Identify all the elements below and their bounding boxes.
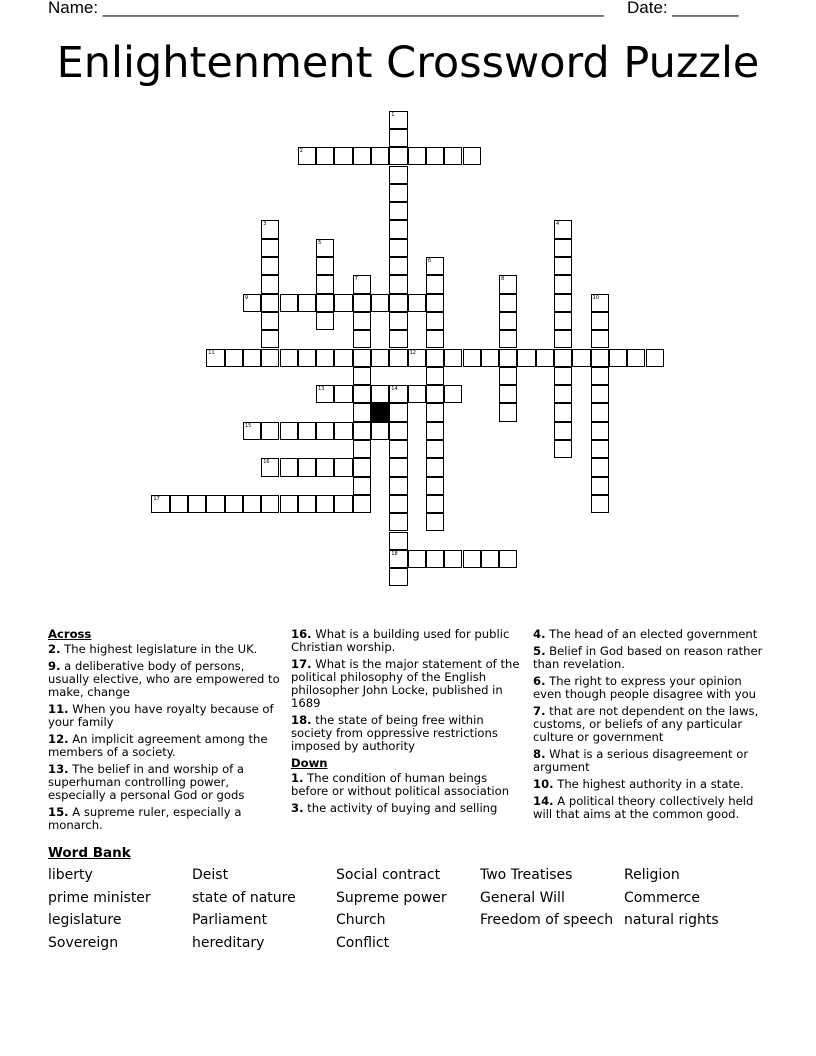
crossword-cell[interactable] bbox=[353, 495, 371, 513]
crossword-cell[interactable] bbox=[591, 330, 609, 348]
crossword-cell[interactable] bbox=[499, 349, 517, 367]
crossword-cell[interactable] bbox=[170, 495, 188, 513]
crossword-cell[interactable] bbox=[389, 403, 407, 421]
crossword-cell[interactable] bbox=[261, 275, 279, 293]
word-bank-item: Social contract bbox=[336, 867, 441, 883]
crossword-cell[interactable] bbox=[463, 550, 481, 568]
crossword-cell[interactable] bbox=[444, 147, 462, 165]
crossword-cell[interactable] bbox=[353, 147, 371, 165]
word-bank-item: Supreme power bbox=[336, 890, 447, 906]
crossword-cell[interactable] bbox=[334, 495, 352, 513]
crossword-cell[interactable] bbox=[261, 422, 279, 440]
crossword-cell[interactable] bbox=[591, 458, 609, 476]
crossword-cell[interactable] bbox=[334, 147, 352, 165]
crossword-cell[interactable] bbox=[188, 495, 206, 513]
crossword-cell[interactable] bbox=[353, 367, 371, 385]
clue-number: 9 bbox=[244, 294, 249, 301]
crossword-cell[interactable] bbox=[389, 349, 407, 367]
crossword-cell[interactable] bbox=[389, 294, 407, 312]
crossword-cell[interactable] bbox=[591, 422, 609, 440]
crossword-cell[interactable] bbox=[499, 294, 517, 312]
clue-number: 4 bbox=[556, 221, 560, 228]
clue-down-6: 6. The right to express your opinion even though people disagree with you bbox=[533, 674, 757, 701]
clue-number: 2 bbox=[299, 148, 303, 155]
crossword-block-cell bbox=[371, 403, 389, 421]
word-bank-item: liberty bbox=[48, 867, 93, 883]
crossword-cell[interactable] bbox=[389, 330, 407, 348]
crossword-cell[interactable] bbox=[554, 440, 572, 458]
crossword-cell[interactable] bbox=[463, 147, 481, 165]
clue-across-16: 16. What is a building used for public Christian worship. bbox=[291, 627, 510, 654]
crossword-cell[interactable] bbox=[389, 257, 407, 275]
crossword-cell[interactable] bbox=[298, 294, 316, 312]
crossword-cell[interactable] bbox=[206, 349, 224, 367]
clue-down-8: 8. What is a serious disagreement or argument bbox=[533, 747, 749, 774]
clue-number: 3 bbox=[263, 221, 267, 228]
word-bank-item: Religion bbox=[624, 867, 680, 883]
crossword-cell[interactable] bbox=[353, 385, 371, 403]
crossword-cell[interactable] bbox=[261, 495, 279, 513]
crossword-cell[interactable] bbox=[554, 294, 572, 312]
clue-across-18: 18. the state of being free within society from oppressive restrictions imposed by authority bbox=[291, 713, 498, 753]
crossword-cell[interactable] bbox=[316, 239, 334, 257]
crossword-cell[interactable] bbox=[426, 513, 444, 531]
crossword-cell[interactable] bbox=[426, 403, 444, 421]
crossword-cell[interactable] bbox=[591, 385, 609, 403]
crossword-cell[interactable] bbox=[426, 458, 444, 476]
name-field[interactable]: Name: _____________________________________________________ bbox=[48, 0, 604, 17]
crossword-cell[interactable] bbox=[426, 385, 444, 403]
clue-down-10: 10. The highest authority in a state. bbox=[533, 777, 744, 791]
crossword-cell[interactable] bbox=[371, 147, 389, 165]
crossword-cell[interactable] bbox=[554, 403, 572, 421]
clue-number: 14 bbox=[391, 386, 398, 393]
word-bank-item: natural rights bbox=[624, 912, 719, 928]
crossword-cell[interactable] bbox=[389, 275, 407, 293]
clue-column-3 bbox=[533, 628, 765, 825]
crossword-cell[interactable] bbox=[389, 239, 407, 257]
crossword-cell[interactable] bbox=[554, 220, 572, 238]
crossword-cell[interactable] bbox=[517, 349, 535, 367]
crossword-cell[interactable] bbox=[243, 422, 261, 440]
crossword-cell[interactable] bbox=[554, 330, 572, 348]
clue-number: 6 bbox=[427, 258, 432, 264]
crossword-cell[interactable] bbox=[426, 349, 444, 367]
crossword-cell[interactable] bbox=[243, 294, 261, 312]
clue-across-17: 17. What is the major statement of the political philosophy of the English philosopher John Locke, published in 1689 bbox=[291, 657, 520, 710]
crossword-cell[interactable] bbox=[353, 422, 371, 440]
clue-down-1: 1. The condition of human beings before or without political association bbox=[291, 771, 510, 798]
date-field[interactable]: Date: _______ bbox=[627, 0, 739, 17]
across-heading: Across bbox=[48, 627, 92, 641]
crossword-cell[interactable] bbox=[298, 147, 316, 165]
crossword-cell[interactable] bbox=[389, 568, 407, 586]
crossword-cell[interactable] bbox=[554, 257, 572, 275]
crossword-cell[interactable] bbox=[243, 495, 261, 513]
word-bank-item: Church bbox=[336, 912, 386, 928]
crossword-cell[interactable] bbox=[280, 294, 298, 312]
crossword-cell[interactable] bbox=[280, 349, 298, 367]
crossword-cell[interactable] bbox=[481, 550, 499, 568]
crossword-cell[interactable] bbox=[151, 495, 169, 513]
crossword-cell[interactable] bbox=[261, 239, 279, 257]
crossword-cell[interactable] bbox=[353, 312, 371, 330]
crossword-cell[interactable] bbox=[499, 275, 517, 293]
crossword-cell[interactable] bbox=[261, 458, 279, 476]
crossword-cell[interactable] bbox=[554, 312, 572, 330]
crossword-cell[interactable] bbox=[444, 385, 462, 403]
clue-number: 7 bbox=[354, 276, 358, 283]
clue-down-7: 7. that are not dependent on the laws, customs, or beliefs of any particular culture or government bbox=[533, 704, 759, 744]
down-heading: Down bbox=[291, 756, 328, 770]
crossword-cell[interactable] bbox=[646, 349, 664, 367]
crossword-cell[interactable] bbox=[591, 440, 609, 458]
crossword-cell[interactable] bbox=[353, 275, 371, 293]
crossword-cell[interactable] bbox=[261, 330, 279, 348]
clue-across-2: 2. The highest legislature in the UK. bbox=[48, 642, 258, 656]
crossword-cell[interactable] bbox=[225, 349, 243, 367]
crossword-cell[interactable] bbox=[334, 294, 352, 312]
crossword-cell[interactable] bbox=[353, 294, 371, 312]
crossword-cell[interactable] bbox=[499, 367, 517, 385]
clue-down-4: 4. The head of an elected government bbox=[533, 627, 758, 641]
crossword-cell[interactable] bbox=[426, 367, 444, 385]
crossword-cell[interactable] bbox=[334, 349, 352, 367]
word-bank-item: Deist bbox=[192, 867, 229, 883]
word-bank-item: prime minister bbox=[48, 890, 151, 906]
crossword-cell[interactable] bbox=[426, 147, 444, 165]
crossword-cell[interactable] bbox=[426, 257, 444, 275]
crossword-cell[interactable] bbox=[444, 349, 462, 367]
crossword-cell[interactable] bbox=[298, 349, 316, 367]
crossword-cell[interactable] bbox=[389, 166, 407, 184]
crossword-cell[interactable] bbox=[298, 495, 316, 513]
crossword-cell[interactable] bbox=[591, 477, 609, 495]
crossword-cell[interactable] bbox=[408, 349, 426, 367]
crossword-cell[interactable] bbox=[554, 239, 572, 257]
crossword-cell[interactable] bbox=[389, 532, 407, 550]
crossword-cell[interactable] bbox=[389, 440, 407, 458]
crossword-cell[interactable] bbox=[334, 422, 352, 440]
crossword-cell[interactable] bbox=[298, 458, 316, 476]
crossword-cell[interactable] bbox=[591, 294, 609, 312]
crossword-cell[interactable] bbox=[389, 513, 407, 531]
crossword-cell[interactable] bbox=[426, 294, 444, 312]
crossword-cell[interactable] bbox=[536, 349, 554, 367]
crossword-cell[interactable] bbox=[316, 349, 334, 367]
clue-number: 17 bbox=[153, 495, 160, 502]
clue-across-15: 15. A supreme ruler, especially a monarch. bbox=[48, 805, 242, 832]
crossword-cell[interactable] bbox=[389, 111, 407, 129]
crossword-cell[interactable] bbox=[261, 349, 279, 367]
crossword-cell[interactable] bbox=[316, 257, 334, 275]
clue-number: 11 bbox=[208, 349, 215, 356]
clue-across-9: 9. a deliberative body of persons, usually elective, who are empowered to make, change bbox=[48, 659, 280, 699]
crossword-cell[interactable] bbox=[389, 458, 407, 476]
crossword-cell[interactable] bbox=[389, 477, 407, 495]
clue-down-14: 14. A political theory collectively held will that aims at the common good. bbox=[533, 794, 754, 821]
clue-number: 15 bbox=[244, 422, 252, 429]
clue-column-1 bbox=[48, 628, 280, 836]
crossword-cell[interactable] bbox=[280, 422, 298, 440]
crossword-cell[interactable] bbox=[481, 349, 499, 367]
clue-column-2 bbox=[291, 628, 523, 819]
crossword-cell[interactable] bbox=[316, 312, 334, 330]
crossword-cell[interactable] bbox=[389, 495, 407, 513]
word-bank-item: Freedom of speech bbox=[480, 912, 614, 928]
crossword-cell[interactable] bbox=[426, 330, 444, 348]
crossword-cell[interactable] bbox=[353, 440, 371, 458]
clue-number: 13 bbox=[318, 386, 325, 393]
crossword-cell[interactable] bbox=[371, 422, 389, 440]
crossword-cell[interactable] bbox=[316, 385, 334, 403]
crossword-cell[interactable] bbox=[572, 349, 590, 367]
clue-number: 8 bbox=[501, 276, 505, 283]
crossword-cell[interactable] bbox=[316, 294, 334, 312]
crossword-cell[interactable] bbox=[243, 349, 261, 367]
crossword-cell[interactable] bbox=[609, 349, 627, 367]
word-bank-item: Commerce bbox=[624, 890, 700, 906]
crossword-cell[interactable] bbox=[389, 147, 407, 165]
crossword-cell[interactable] bbox=[280, 458, 298, 476]
crossword-cell[interactable] bbox=[426, 275, 444, 293]
word-bank-item: Two Treatises bbox=[480, 867, 573, 883]
clue-down-3: 3. the activity of buying and selling bbox=[291, 801, 498, 815]
crossword-cell[interactable] bbox=[554, 385, 572, 403]
crossword-cell[interactable] bbox=[554, 349, 572, 367]
crossword-cell[interactable] bbox=[591, 403, 609, 421]
clue-number: 1 bbox=[391, 111, 395, 118]
crossword-cell[interactable] bbox=[554, 367, 572, 385]
crossword-cell[interactable] bbox=[444, 550, 462, 568]
crossword-cell[interactable] bbox=[554, 422, 572, 440]
crossword-cell[interactable] bbox=[426, 477, 444, 495]
crossword-cell[interactable] bbox=[389, 422, 407, 440]
crossword-cell[interactable] bbox=[261, 294, 279, 312]
crossword-cell[interactable] bbox=[334, 458, 352, 476]
crossword-cell[interactable] bbox=[627, 349, 645, 367]
crossword-cell[interactable] bbox=[316, 458, 334, 476]
crossword-cell[interactable] bbox=[371, 385, 389, 403]
word-bank-heading: Word Bank bbox=[48, 845, 131, 861]
clue-number: 5 bbox=[318, 239, 322, 246]
crossword-cell[interactable] bbox=[408, 550, 426, 568]
crossword-cell[interactable] bbox=[206, 495, 224, 513]
crossword-cell[interactable] bbox=[426, 440, 444, 458]
crossword-cell[interactable] bbox=[408, 294, 426, 312]
crossword-cell[interactable] bbox=[334, 385, 352, 403]
word-bank-item: hereditary bbox=[192, 935, 265, 951]
crossword-cell[interactable] bbox=[499, 330, 517, 348]
crossword-cell[interactable] bbox=[280, 495, 298, 513]
crossword-cell[interactable] bbox=[316, 275, 334, 293]
crossword-cell[interactable] bbox=[389, 220, 407, 238]
clue-across-13: 13. The belief in and worship of a superhuman controlling power, especially a personal God or gods bbox=[48, 762, 245, 802]
crossword-cell[interactable] bbox=[426, 550, 444, 568]
clue-across-11: 11. When you have royalty because of your family bbox=[48, 702, 274, 729]
crossword-cell[interactable] bbox=[426, 422, 444, 440]
crossword-cell[interactable] bbox=[261, 312, 279, 330]
crossword-cell[interactable] bbox=[316, 422, 334, 440]
crossword-cell[interactable] bbox=[316, 495, 334, 513]
crossword-cell[interactable] bbox=[408, 385, 426, 403]
clue-down-5: 5. Belief in God based on reason rather than revelation. bbox=[533, 644, 763, 671]
crossword-cell[interactable] bbox=[408, 147, 426, 165]
crossword-cell[interactable] bbox=[371, 349, 389, 367]
word-bank-item: state of nature bbox=[192, 890, 296, 906]
crossword-cell[interactable] bbox=[225, 495, 243, 513]
crossword-cell[interactable] bbox=[298, 422, 316, 440]
word-bank-item: General Will bbox=[480, 890, 565, 906]
crossword-cell[interactable] bbox=[353, 330, 371, 348]
word-bank-item: Parliament bbox=[192, 912, 268, 928]
clue-number: 16 bbox=[263, 459, 270, 466]
crossword-cell[interactable] bbox=[499, 550, 517, 568]
crossword-cell[interactable] bbox=[353, 477, 371, 495]
clue-number: 18 bbox=[391, 550, 398, 557]
clue-across-12: 12. An implicit agreement among the members of a society. bbox=[48, 732, 268, 759]
crossword-cell[interactable] bbox=[389, 312, 407, 330]
page-title: Enlightenment Crossword Puzzle bbox=[56, 38, 760, 88]
crossword-cell[interactable] bbox=[353, 403, 371, 421]
crossword-cell[interactable] bbox=[426, 495, 444, 513]
crossword-cell[interactable] bbox=[554, 275, 572, 293]
crossword-cell[interactable] bbox=[371, 294, 389, 312]
crossword-cell[interactable] bbox=[591, 349, 609, 367]
crossword-cell[interactable] bbox=[261, 220, 279, 238]
crossword-cell[interactable] bbox=[353, 458, 371, 476]
word-bank-item: Sovereign bbox=[48, 935, 119, 951]
crossword-cell[interactable] bbox=[389, 385, 407, 403]
crossword-cell[interactable] bbox=[389, 129, 407, 147]
crossword-cell[interactable] bbox=[316, 147, 334, 165]
crossword-cell[interactable] bbox=[499, 312, 517, 330]
crossword-cell[interactable] bbox=[499, 385, 517, 403]
crossword-cell[interactable] bbox=[389, 184, 407, 202]
clue-number: 10 bbox=[592, 294, 599, 301]
crossword-cell[interactable] bbox=[591, 312, 609, 330]
crossword-cell[interactable] bbox=[426, 312, 444, 330]
word-bank-item: Conflict bbox=[336, 935, 390, 951]
word-bank-item: legislature bbox=[48, 912, 122, 928]
clue-number: 12 bbox=[409, 349, 416, 356]
crossword-cell[interactable] bbox=[499, 403, 517, 421]
crossword-cell[interactable] bbox=[261, 257, 279, 275]
crossword-cell[interactable] bbox=[591, 495, 609, 513]
crossword-cell[interactable] bbox=[389, 202, 407, 220]
crossword-cell[interactable] bbox=[591, 367, 609, 385]
crossword-cell[interactable] bbox=[463, 349, 481, 367]
crossword-cell[interactable] bbox=[389, 550, 407, 568]
crossword-cell[interactable] bbox=[353, 349, 371, 367]
